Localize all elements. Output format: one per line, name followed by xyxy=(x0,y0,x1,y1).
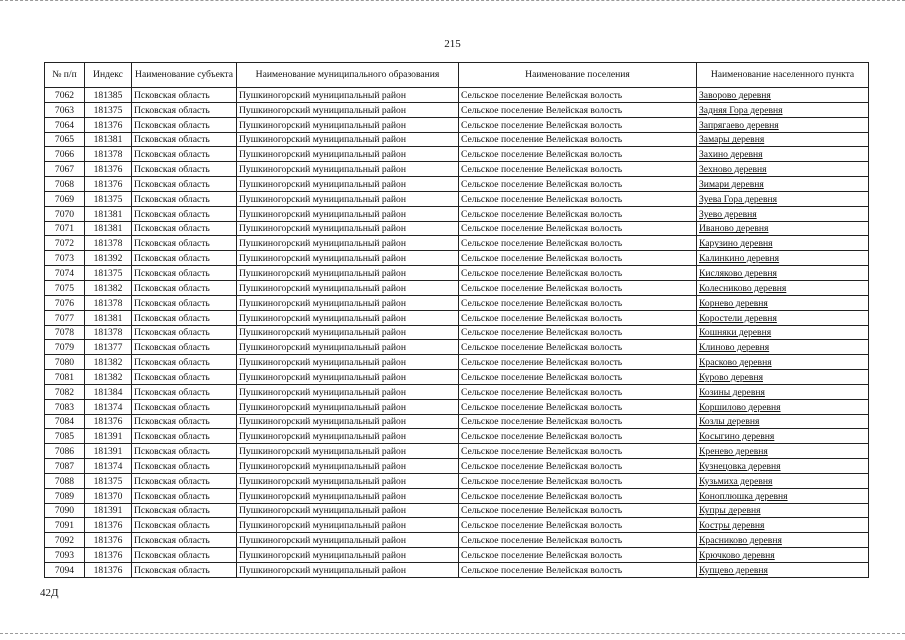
table-row xyxy=(45,147,869,162)
postal-index: 181382 xyxy=(85,355,132,370)
postal-index: 181378 xyxy=(85,295,132,310)
settlement-name: Сельское поселение Велейская волость xyxy=(459,399,697,414)
municipality-name: Пушкиногорский муниципальный район xyxy=(237,488,459,503)
table-row xyxy=(45,102,869,117)
subject-name: Псковская область xyxy=(132,533,237,548)
postal-index: 181391 xyxy=(85,444,132,459)
table-row xyxy=(45,295,869,310)
table-row xyxy=(45,429,869,444)
postal-index: 181378 xyxy=(85,147,132,162)
locality-name: Задняя Гора деревня xyxy=(697,102,869,117)
locality-name: Красково деревня xyxy=(697,355,869,370)
header-subject: Наименование субъекта xyxy=(132,63,237,88)
postal-index: 181376 xyxy=(85,563,132,578)
postal-index: 181376 xyxy=(85,548,132,563)
locality-name: Купры деревня xyxy=(697,503,869,518)
table-row xyxy=(45,280,869,295)
locality-name: Крючково деревня xyxy=(697,548,869,563)
page-number: 215 xyxy=(444,38,461,50)
locality-name: Замары деревня xyxy=(697,132,869,147)
locality-name: Иваново деревня xyxy=(697,221,869,236)
table-row xyxy=(45,251,869,266)
table-row xyxy=(45,266,869,281)
settlement-name: Сельское поселение Велейская волость xyxy=(459,473,697,488)
row-number: 7070 xyxy=(45,206,85,221)
table-row xyxy=(45,355,869,370)
settlement-name: Сельское поселение Велейская волость xyxy=(459,444,697,459)
table-row xyxy=(45,206,869,221)
row-number: 7094 xyxy=(45,563,85,578)
municipality-name: Пушкиногорский муниципальный район xyxy=(237,251,459,266)
postal-index: 181391 xyxy=(85,503,132,518)
header-settlement: Наименование поселения xyxy=(459,63,697,88)
subject-name: Псковская область xyxy=(132,206,237,221)
row-number: 7086 xyxy=(45,444,85,459)
municipality-name: Пушкиногорский муниципальный район xyxy=(237,295,459,310)
subject-name: Псковская область xyxy=(132,88,237,103)
locality-name: Зуево деревня xyxy=(697,206,869,221)
locality-name: Зуева Гора деревня xyxy=(697,191,869,206)
table-row xyxy=(45,340,869,355)
settlement-name: Сельское поселение Велейская волость xyxy=(459,177,697,192)
municipality-name: Пушкиногорский муниципальный район xyxy=(237,563,459,578)
row-number: 7093 xyxy=(45,548,85,563)
municipality-name: Пушкиногорский муниципальный район xyxy=(237,325,459,340)
subject-name: Псковская область xyxy=(132,340,237,355)
settlement-name: Сельское поселение Велейская волость xyxy=(459,206,697,221)
municipality-name: Пушкиногорский муниципальный район xyxy=(237,117,459,132)
table-row xyxy=(45,414,869,429)
locality-name: Купцево деревня xyxy=(697,563,869,578)
table-row xyxy=(45,117,869,132)
row-number: 7063 xyxy=(45,102,85,117)
settlement-name: Сельское поселение Велейская волость xyxy=(459,518,697,533)
subject-name: Псковская область xyxy=(132,191,237,206)
subject-name: Псковская область xyxy=(132,295,237,310)
settlement-name: Сельское поселение Велейская волость xyxy=(459,533,697,548)
postal-index: 181381 xyxy=(85,206,132,221)
settlement-name: Сельское поселение Велейская волость xyxy=(459,147,697,162)
subject-name: Псковская область xyxy=(132,177,237,192)
settlement-name: Сельское поселение Велейская волость xyxy=(459,132,697,147)
table-row xyxy=(45,399,869,414)
subject-name: Псковская область xyxy=(132,384,237,399)
locality-name: Коростели деревня xyxy=(697,310,869,325)
table-header xyxy=(45,63,869,88)
postal-index: 181392 xyxy=(85,251,132,266)
municipality-name: Пушкиногорский муниципальный район xyxy=(237,221,459,236)
table-row xyxy=(45,459,869,474)
row-number: 7083 xyxy=(45,399,85,414)
row-number: 7076 xyxy=(45,295,85,310)
municipality-name: Пушкиногорский муниципальный район xyxy=(237,236,459,251)
settlement-name: Сельское поселение Велейская волость xyxy=(459,340,697,355)
table-row xyxy=(45,518,869,533)
table-row xyxy=(45,162,869,177)
subject-name: Псковская область xyxy=(132,251,237,266)
settlement-name: Сельское поселение Велейская волость xyxy=(459,191,697,206)
municipality-name: Пушкиногорский муниципальный район xyxy=(237,459,459,474)
settlement-name: Сельское поселение Велейская волость xyxy=(459,459,697,474)
municipality-name: Пушкиногорский муниципальный район xyxy=(237,444,459,459)
row-number: 7072 xyxy=(45,236,85,251)
subject-name: Псковская область xyxy=(132,325,237,340)
subject-name: Псковская область xyxy=(132,473,237,488)
subject-name: Псковская область xyxy=(132,459,237,474)
settlement-name: Сельское поселение Велейская волость xyxy=(459,370,697,385)
locality-name: Калинкино деревня xyxy=(697,251,869,266)
locality-name: Клиново деревня xyxy=(697,340,869,355)
table-body xyxy=(45,88,869,578)
postal-index: 181377 xyxy=(85,340,132,355)
locality-name: Коршилово деревня xyxy=(697,399,869,414)
table-row xyxy=(45,310,869,325)
settlement-name: Сельское поселение Велейская волость xyxy=(459,295,697,310)
locality-name: Колесниково деревня xyxy=(697,280,869,295)
municipality-name: Пушкиногорский муниципальный район xyxy=(237,88,459,103)
postal-index: 181375 xyxy=(85,473,132,488)
municipality-name: Пушкиногорский муниципальный район xyxy=(237,503,459,518)
postal-index: 181381 xyxy=(85,132,132,147)
locality-name: Красниково деревня xyxy=(697,533,869,548)
settlement-name: Сельское поселение Велейская волость xyxy=(459,310,697,325)
postal-index: 181376 xyxy=(85,533,132,548)
header-row xyxy=(45,63,869,88)
locality-name: Карузино деревня xyxy=(697,236,869,251)
table-row xyxy=(45,563,869,578)
postal-index: 181378 xyxy=(85,325,132,340)
postal-index: 181385 xyxy=(85,88,132,103)
table-row xyxy=(45,488,869,503)
municipality-name: Пушкиногорский муниципальный район xyxy=(237,310,459,325)
header-index: Индекс xyxy=(85,63,132,88)
settlement-name: Сельское поселение Велейская волость xyxy=(459,384,697,399)
row-number: 7066 xyxy=(45,147,85,162)
municipality-name: Пушкиногорский муниципальный район xyxy=(237,518,459,533)
postal-index: 181381 xyxy=(85,310,132,325)
settlement-name: Сельское поселение Велейская волость xyxy=(459,251,697,266)
subject-name: Псковская область xyxy=(132,370,237,385)
subject-name: Псковская область xyxy=(132,117,237,132)
locality-name: Захино деревня xyxy=(697,147,869,162)
postal-index: 181375 xyxy=(85,102,132,117)
subject-name: Псковская область xyxy=(132,132,237,147)
row-number: 7064 xyxy=(45,117,85,132)
municipality-name: Пушкиногорский муниципальный район xyxy=(237,384,459,399)
row-number: 7069 xyxy=(45,191,85,206)
subject-name: Псковская область xyxy=(132,444,237,459)
settlement-name: Сельское поселение Велейская волость xyxy=(459,88,697,103)
header-municipality: Наименование муниципального образования xyxy=(237,63,459,88)
postal-index: 181376 xyxy=(85,117,132,132)
locality-registry-table xyxy=(44,62,869,578)
postal-index: 181376 xyxy=(85,518,132,533)
locality-name: Кузнецовка деревня xyxy=(697,459,869,474)
table-row xyxy=(45,503,869,518)
subject-name: Псковская область xyxy=(132,518,237,533)
locality-name: Кузьмиха деревня xyxy=(697,473,869,488)
subject-name: Псковская область xyxy=(132,563,237,578)
locality-name: Заворово деревня xyxy=(697,88,869,103)
row-number: 7089 xyxy=(45,488,85,503)
row-number: 7077 xyxy=(45,310,85,325)
settlement-name: Сельское поселение Велейская волость xyxy=(459,266,697,281)
municipality-name: Пушкиногорский муниципальный район xyxy=(237,370,459,385)
municipality-name: Пушкиногорский муниципальный район xyxy=(237,191,459,206)
scan-edge-bottom xyxy=(0,633,905,637)
table-row xyxy=(45,325,869,340)
locality-name: Костры деревня xyxy=(697,518,869,533)
row-number: 7092 xyxy=(45,533,85,548)
table-row xyxy=(45,384,869,399)
settlement-name: Сельское поселение Велейская волость xyxy=(459,563,697,578)
locality-name: Курово деревня xyxy=(697,370,869,385)
scan-edge-top xyxy=(0,0,905,4)
subject-name: Псковская область xyxy=(132,548,237,563)
subject-name: Псковская область xyxy=(132,266,237,281)
row-number: 7082 xyxy=(45,384,85,399)
subject-name: Псковская область xyxy=(132,503,237,518)
subject-name: Псковская область xyxy=(132,488,237,503)
municipality-name: Пушкиногорский муниципальный район xyxy=(237,399,459,414)
table-row xyxy=(45,177,869,192)
row-number: 7084 xyxy=(45,414,85,429)
locality-name: Козлы деревня xyxy=(697,414,869,429)
locality-name: Корнево деревня xyxy=(697,295,869,310)
municipality-name: Пушкиногорский муниципальный район xyxy=(237,102,459,117)
municipality-name: Пушкиногорский муниципальный район xyxy=(237,548,459,563)
table-row xyxy=(45,533,869,548)
postal-index: 181375 xyxy=(85,191,132,206)
postal-index: 181384 xyxy=(85,384,132,399)
locality-name: Коноплюшка деревня xyxy=(697,488,869,503)
municipality-name: Пушкиногорский муниципальный район xyxy=(237,177,459,192)
subject-name: Псковская область xyxy=(132,310,237,325)
postal-index: 181382 xyxy=(85,370,132,385)
postal-index: 181382 xyxy=(85,280,132,295)
postal-index: 181374 xyxy=(85,399,132,414)
settlement-name: Сельское поселение Велейская волость xyxy=(459,102,697,117)
locality-name: Запрягаево деревня xyxy=(697,117,869,132)
row-number: 7062 xyxy=(45,88,85,103)
table-row xyxy=(45,221,869,236)
settlement-name: Сельское поселение Велейская волость xyxy=(459,548,697,563)
municipality-name: Пушкиногорский муниципальный район xyxy=(237,429,459,444)
locality-name: Кошняки деревня xyxy=(697,325,869,340)
settlement-name: Сельское поселение Велейская волость xyxy=(459,414,697,429)
postal-index: 181375 xyxy=(85,266,132,281)
row-number: 7090 xyxy=(45,503,85,518)
row-number: 7065 xyxy=(45,132,85,147)
subject-name: Псковская область xyxy=(132,355,237,370)
municipality-name: Пушкиногорский муниципальный район xyxy=(237,355,459,370)
subject-name: Псковская область xyxy=(132,399,237,414)
sheet-code: 42Д xyxy=(40,587,59,599)
locality-name: Козины деревня xyxy=(697,384,869,399)
row-number: 7067 xyxy=(45,162,85,177)
table-row xyxy=(45,191,869,206)
locality-name: Косыгино деревня xyxy=(697,429,869,444)
municipality-name: Пушкиногорский муниципальный район xyxy=(237,132,459,147)
settlement-name: Сельское поселение Велейская волость xyxy=(459,355,697,370)
row-number: 7068 xyxy=(45,177,85,192)
settlement-name: Сельское поселение Велейская волость xyxy=(459,488,697,503)
locality-name: Зехново деревня xyxy=(697,162,869,177)
postal-index: 181381 xyxy=(85,221,132,236)
row-number: 7071 xyxy=(45,221,85,236)
subject-name: Псковская область xyxy=(132,429,237,444)
postal-index: 181370 xyxy=(85,488,132,503)
settlement-name: Сельское поселение Велейская волость xyxy=(459,221,697,236)
municipality-name: Пушкиногорский муниципальный район xyxy=(237,414,459,429)
subject-name: Псковская область xyxy=(132,102,237,117)
municipality-name: Пушкиногорский муниципальный район xyxy=(237,533,459,548)
municipality-name: Пушкиногорский муниципальный район xyxy=(237,340,459,355)
subject-name: Псковская область xyxy=(132,147,237,162)
row-number: 7075 xyxy=(45,280,85,295)
postal-index: 181374 xyxy=(85,459,132,474)
settlement-name: Сельское поселение Велейская волость xyxy=(459,117,697,132)
municipality-name: Пушкиногорский муниципальный район xyxy=(237,162,459,177)
locality-name: Зимари деревня xyxy=(697,177,869,192)
header-num: № п/п xyxy=(45,63,85,88)
row-number: 7079 xyxy=(45,340,85,355)
table-row xyxy=(45,236,869,251)
settlement-name: Сельское поселение Велейская волость xyxy=(459,429,697,444)
row-number: 7080 xyxy=(45,355,85,370)
row-number: 7074 xyxy=(45,266,85,281)
subject-name: Псковская область xyxy=(132,236,237,251)
postal-index: 181378 xyxy=(85,236,132,251)
postal-index: 181376 xyxy=(85,177,132,192)
row-number: 7078 xyxy=(45,325,85,340)
municipality-name: Пушкиногорский муниципальный район xyxy=(237,147,459,162)
subject-name: Псковская область xyxy=(132,280,237,295)
postal-index: 181376 xyxy=(85,162,132,177)
row-number: 7073 xyxy=(45,251,85,266)
table-row xyxy=(45,370,869,385)
municipality-name: Пушкиногорский муниципальный район xyxy=(237,206,459,221)
table-row xyxy=(45,132,869,147)
municipality-name: Пушкиногорский муниципальный район xyxy=(237,473,459,488)
locality-name: Кренево деревня xyxy=(697,444,869,459)
settlement-name: Сельское поселение Велейская волость xyxy=(459,236,697,251)
settlement-name: Сельское поселение Велейская волость xyxy=(459,162,697,177)
postal-index: 181391 xyxy=(85,429,132,444)
municipality-name: Пушкиногорский муниципальный район xyxy=(237,266,459,281)
row-number: 7088 xyxy=(45,473,85,488)
settlement-name: Сельское поселение Велейская волость xyxy=(459,503,697,518)
header-locality: Наименование населенного пункта xyxy=(697,63,869,88)
settlement-name: Сельское поселение Велейская волость xyxy=(459,280,697,295)
subject-name: Псковская область xyxy=(132,162,237,177)
subject-name: Псковская область xyxy=(132,221,237,236)
settlement-name: Сельское поселение Велейская волость xyxy=(459,325,697,340)
row-number: 7081 xyxy=(45,370,85,385)
postal-index: 181376 xyxy=(85,414,132,429)
table-row xyxy=(45,548,869,563)
table-row xyxy=(45,88,869,103)
table-row xyxy=(45,473,869,488)
subject-name: Псковская область xyxy=(132,414,237,429)
row-number: 7091 xyxy=(45,518,85,533)
municipality-name: Пушкиногорский муниципальный район xyxy=(237,280,459,295)
locality-name: Кисляково деревня xyxy=(697,266,869,281)
table-row xyxy=(45,444,869,459)
row-number: 7085 xyxy=(45,429,85,444)
row-number: 7087 xyxy=(45,459,85,474)
